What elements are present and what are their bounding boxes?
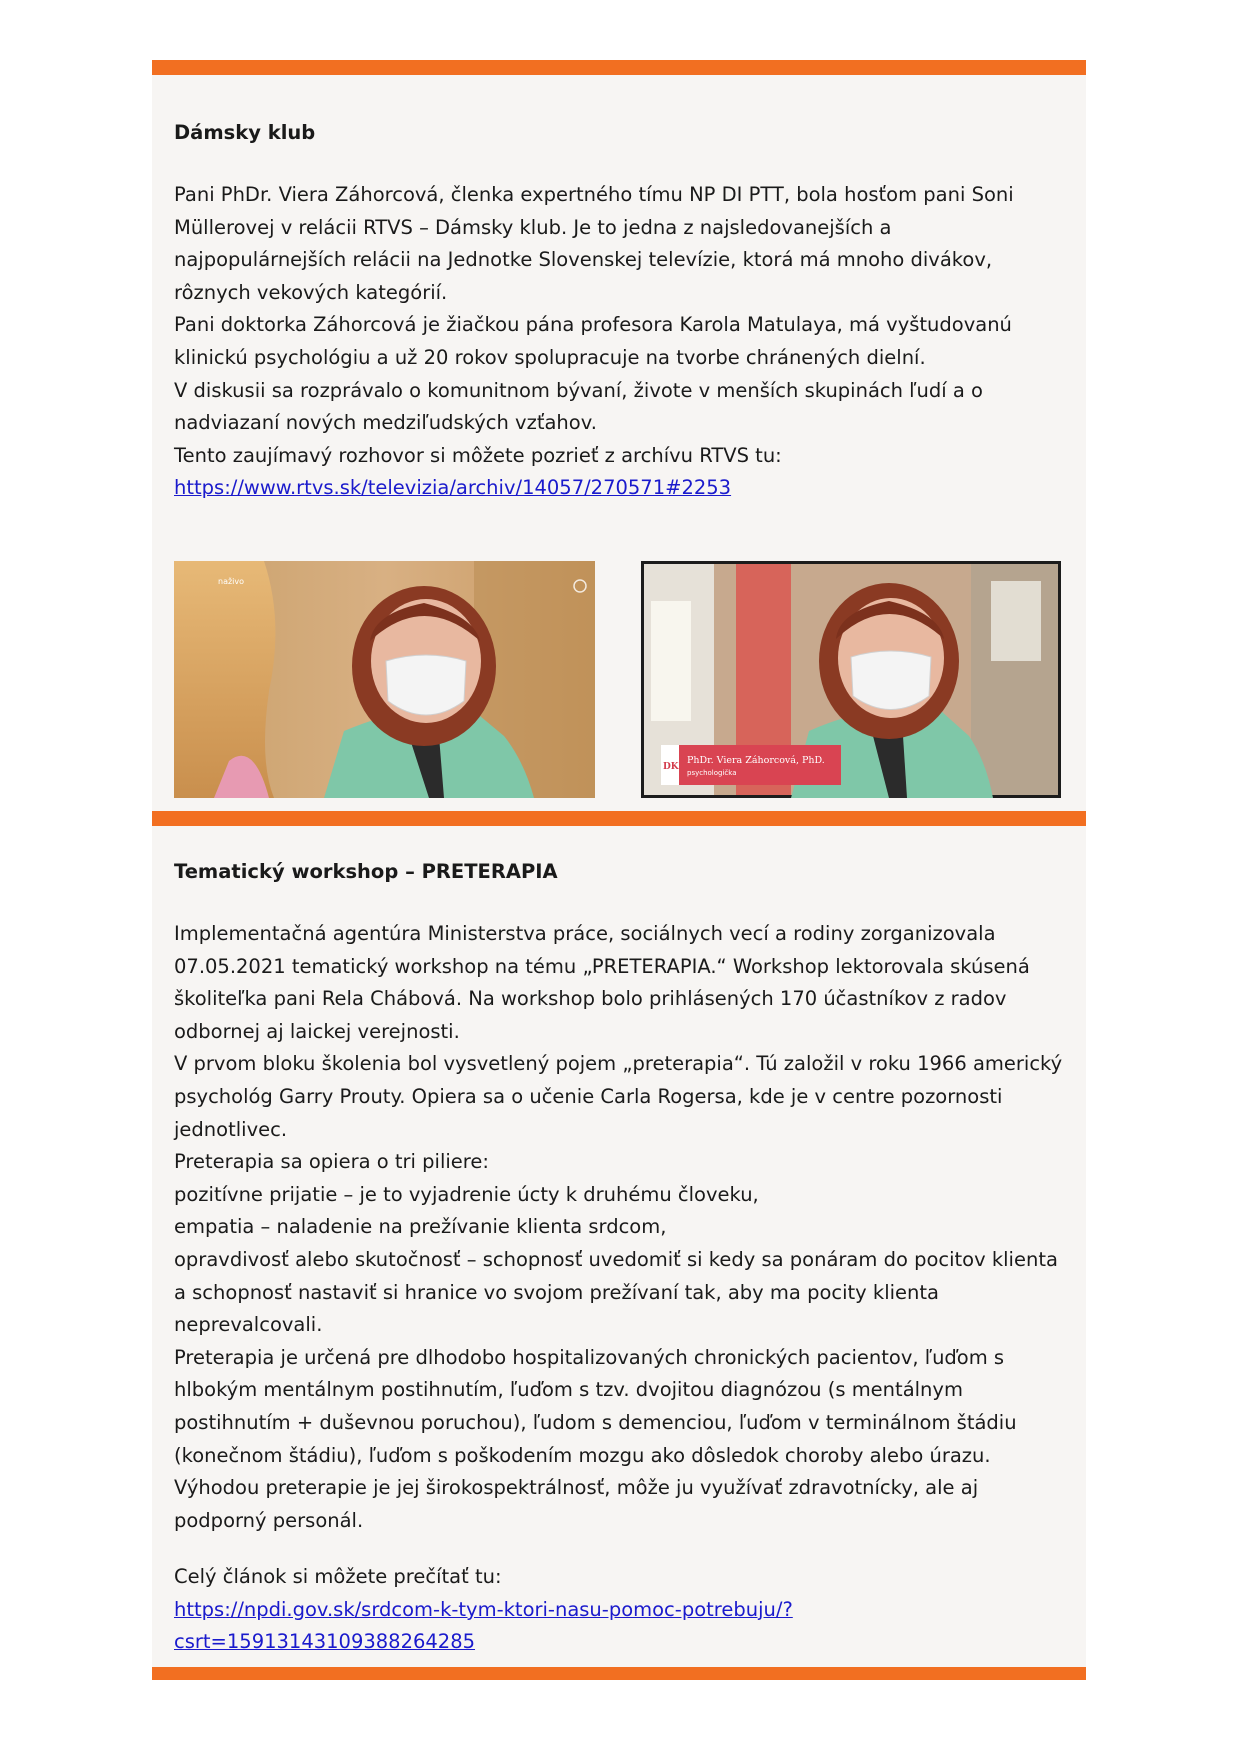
body-line: Implementačná agentúra Ministerstva práce, sociálnych vecí a rodiny zorganizovala — [174, 922, 996, 945]
body-line: (konečnom štádiu), ľuďom s poškodením mozgu ako dôsledok choroby alebo úrazu. — [174, 1443, 991, 1467]
npdi-article-link[interactable]: https://npdi.gov.sk/srdcom-k-tym-ktori-nasu-pomoc-potrebuju/? csrt=15913143109388264285 — [174, 1597, 793, 1654]
body-line: Preterapia je určená pre dlhodobo hospitalizovaných chronických pacientov, ľuďom s — [174, 1345, 1005, 1369]
live-badge: naživo — [218, 577, 245, 586]
body-line: nadviazaní nových medziľudských vzťahov. — [174, 411, 597, 435]
body-line: klinickú psychológiu a už 20 rokov spolupracuje na tvorbe chránených dielní. — [174, 345, 926, 369]
caption-name: PhDr. Viera Záhorcová, PhD. — [687, 755, 825, 766]
section-body — [174, 918, 1074, 1537]
dk-logo: DK — [663, 762, 679, 772]
body-line: V diskusii sa rozprávalo o komunitnom bývaní, živote v menších skupinách ľudí a o — [174, 378, 983, 402]
section-heading: Tematický workshop – PRETERAPIA — [174, 860, 558, 883]
bottom-accent-bar — [152, 1667, 1086, 1680]
section-body — [174, 179, 1074, 472]
body-line: postihnutím + duševnou poruchou), ľudom s demenciou, ľuďom v terminálnom štádiu — [174, 1410, 1017, 1434]
body-line: jednotlivec. — [174, 1117, 288, 1141]
section-damsky-klub — [174, 121, 1074, 505]
body-line: Výhodou preterapie je jej širokospektrálnosť, môže ju využívať zdravotnícky, ale aj — [174, 1476, 979, 1500]
body-line: Müllerovej v relácii RTVS – Dámsky klub. Je to jedna z najsledovanejších a — [174, 215, 892, 239]
section-preterapia — [174, 860, 1074, 1659]
body-line: rôznych vekových kategórií. — [174, 280, 448, 304]
read-more-text: Celý článok si môžete prečítať tu: — [174, 1565, 502, 1589]
body-line: odbornej aj laickej verejnosti. — [174, 1019, 460, 1043]
rtvs-archive-link[interactable]: https://www.rtvs.sk/televizia/archiv/14057/270571#2253 — [174, 476, 732, 500]
body-line: Preterapia sa opiera o tri piliere: — [174, 1150, 489, 1174]
body-line: najpopulárnejších relácii na Jednotke Slovenskej televízie, ktorá má mnoho divákov, — [174, 248, 993, 272]
tv-screenshot-1 — [174, 561, 595, 798]
caption-role: psychologička — [687, 769, 737, 777]
body-line: neprevalcovali. — [174, 1313, 323, 1337]
top-accent-bar — [152, 60, 1086, 75]
tv-screenshot-2 — [641, 561, 1061, 798]
body-line: hlbokým mentálnym postihnutím, ľuďom s tzv. dvojitou diagnózou (s mentálnym — [174, 1378, 963, 1402]
body-line: Pani doktorka Záhorcová je žiačkou pána profesora Karola Matulaya, má vyštudovanú — [174, 313, 1012, 337]
middle-accent-bar — [152, 811, 1086, 826]
body-line: a schopnosť nastaviť si hranice vo svojom prežívaní tak, aby ma pocity klienta — [174, 1280, 939, 1304]
body-line: Pani PhDr. Viera Záhorcová, členka expertného tímu NP DI PTT, bola hosťom pani Soni — [174, 183, 1014, 206]
section-heading: Dámsky klub — [174, 121, 316, 144]
body-line: Tento zaujímavý rozhovor si môžete pozrieť z archívu RTVS tu: — [174, 443, 782, 467]
body-line: psychológ Garry Prouty. Opiera sa o učenie Carla Rogersa, kde je v centre pozornosti — [174, 1084, 1003, 1108]
body-line: empatia – naladenie na prežívanie klienta srdcom, — [174, 1215, 667, 1239]
body-line: V prvom bloku školenia bol vysvetlený pojem „preterapia“. Tú založil v roku 1966 americký — [174, 1052, 1063, 1076]
body-line: 07.05.2021 tematický workshop na tému „PRETERAPIA.“ Workshop lektorovala skúsená — [174, 954, 1030, 978]
body-line: opravdivosť alebo skutočnosť – schopnosť uvedomiť si kedy sa ponáram do pocitov klienta — [174, 1247, 1058, 1271]
body-line: školiteľka pani Rela Chábová. Na workshop bolo prihlásených 170 účastníkov z radov — [174, 987, 1007, 1011]
body-line: podporný personál. — [174, 1508, 364, 1532]
body-line: pozitívne prijatie – je to vyjadrenie úcty k druhému človeku, — [174, 1182, 759, 1206]
